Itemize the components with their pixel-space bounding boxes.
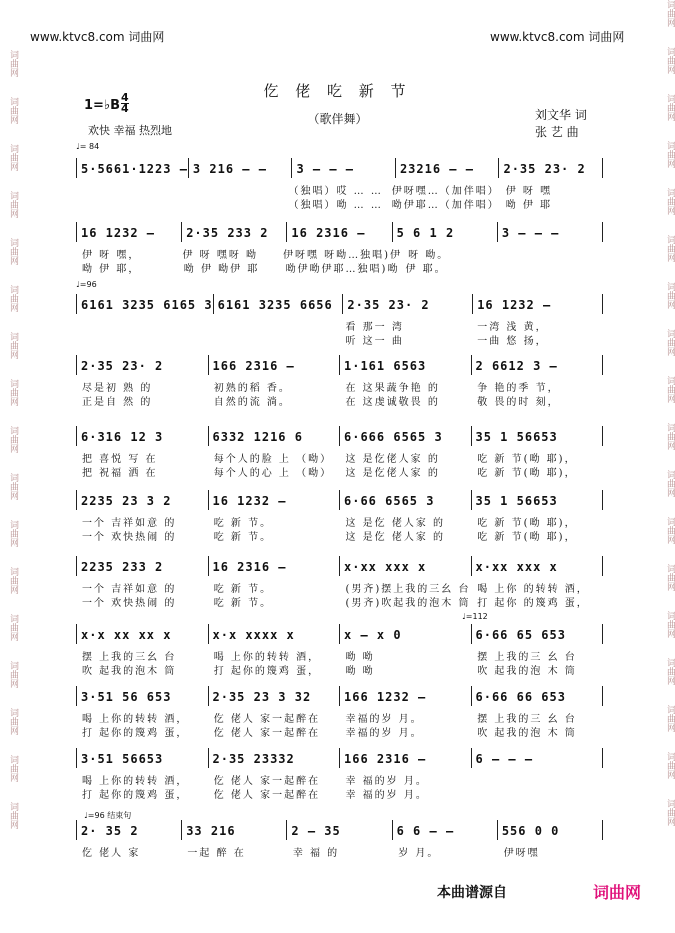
- lyric-segment: [179, 196, 282, 211]
- watermark-text: 词曲网: [8, 802, 18, 829]
- lyric-segment: 一个 欢快热闹 的: [82, 598, 177, 609]
- measure: x·x xx xx x: [76, 624, 209, 644]
- lyric-segment: 喝 上你的转转 酒，: [213, 652, 321, 663]
- notation-row: [76, 490, 603, 510]
- lyric-segment: 吃 新 节(呦 耶)，: [477, 532, 577, 543]
- lyric-segment: 伊 呀 嘿，: [82, 250, 141, 261]
- measure: 5 6 1 2: [393, 222, 498, 242]
- lyric-segment: 吹 起我的泡 木 筒: [477, 666, 577, 677]
- watermark-text: 词曲网: [8, 191, 18, 218]
- lyric-line: [76, 182, 603, 197]
- watermark-text: 词曲网: [665, 282, 675, 309]
- lyric-segment: 呦 呦: [345, 666, 375, 677]
- lyric-segment: 呦 伊 耶: [505, 200, 553, 211]
- lyric-line: [76, 450, 603, 465]
- lyric-segment: 吃 新 节。: [213, 598, 273, 609]
- lyric-segment: 仡 佬人 家一起醉在: [213, 714, 321, 725]
- measure: 2·35 23· 2: [343, 294, 473, 314]
- measure: 6161 3235 6656: [214, 294, 344, 314]
- lyric-segment: 吃 新 节。: [213, 532, 273, 543]
- lyric-segment: 仡 佬人 家: [82, 848, 141, 859]
- watermark-text: 词曲网: [665, 705, 675, 732]
- lyric-line: [76, 514, 603, 529]
- lyric-line: [76, 393, 603, 408]
- source-logo[interactable]: 词曲网: [593, 883, 642, 902]
- lyric-segment: 在 这果蔬争艳 的: [345, 383, 440, 394]
- tempo-mark: ♩=112: [462, 612, 488, 621]
- lyric-segment: 自然的流 淌。: [213, 397, 291, 408]
- measure: 3·51 56653: [76, 748, 209, 768]
- meter-bottom: 4: [121, 102, 129, 115]
- lyric-line: [76, 260, 603, 275]
- measure: 23216 – –: [396, 158, 500, 178]
- lyric-segment: （独唱）呦 … …: [288, 200, 383, 211]
- lyric-segment: 一个 吉祥如意 的: [82, 584, 177, 595]
- site-name: 词曲网: [128, 30, 165, 44]
- measure: 3 – – –: [292, 158, 396, 178]
- lyric-segment: (男齐)吹起我的泡木 筒: [345, 598, 471, 609]
- measure: x·xx xxx x: [340, 556, 472, 576]
- measure: 166 1232 –: [340, 686, 472, 706]
- lyric-segment: 仡 佬人 家一起醉在: [213, 776, 321, 787]
- meter-top: 4: [121, 91, 129, 104]
- measure: 6 – – –: [472, 748, 604, 768]
- lyric-segment: 把 祝福 洒 在: [82, 468, 158, 479]
- lyric-segment: 吃 新 节(呦 耶)，: [477, 518, 577, 529]
- watermark-text: 词曲网: [665, 94, 675, 121]
- notation-row: [76, 222, 603, 242]
- lyric-segment: 一湾 浅 黄，: [477, 322, 548, 333]
- lyric-segment: [208, 332, 340, 347]
- notation-row: [76, 158, 603, 178]
- watermark-text: 词曲网: [8, 567, 18, 594]
- measure: 6·66 65 653: [472, 624, 604, 644]
- measure: 5·5661·1223 –: [76, 158, 189, 178]
- watermark-text: 词曲网: [665, 188, 675, 215]
- lyric-segment: 吃 新 节。: [213, 518, 273, 529]
- lyric-segment: [76, 196, 179, 211]
- lyric-segment: 打 起你 的篾鸡 蛋，: [477, 598, 589, 609]
- measure: x·x xxxx x: [209, 624, 341, 644]
- lyric-segment: [503, 246, 603, 261]
- site-name: 词曲网: [588, 30, 625, 44]
- measure: 16 1232 –: [473, 294, 603, 314]
- lyric-segment: 伊呀嘿: [503, 848, 540, 859]
- watermark-text: 词曲网: [8, 473, 18, 500]
- watermark-text: 词曲网: [665, 564, 675, 591]
- lyric-segment: [76, 182, 179, 197]
- lyric-line: [76, 332, 603, 347]
- lyric-segment: 伊 耶。: [405, 264, 447, 275]
- lyric-segment: 呦伊呦伊耶…独唱)呦: [285, 264, 400, 275]
- watermark-text: 词曲网: [8, 144, 18, 171]
- watermark-text: 词曲网: [665, 658, 675, 685]
- notation-row: [76, 294, 603, 314]
- watermark-left: [3, 50, 17, 847]
- lyric-segment: 摆 上我的三幺 台: [82, 652, 177, 663]
- lyric-segment: 吃 新 节。: [213, 584, 273, 595]
- lyric-segment: 幸 福 的: [292, 848, 340, 859]
- measure: 6332 1216 6: [209, 426, 341, 446]
- lyric-segment: [471, 772, 603, 787]
- lyric-line: [76, 318, 603, 333]
- lyric-segment: 伊呀嘿 呀呦…独唱)伊: [282, 250, 403, 261]
- watermark-text: 词曲网: [8, 332, 18, 359]
- measure: 6161 3235 6165 3: [76, 294, 214, 314]
- lyric-segment: 在 这虔诚敬畏 的: [345, 397, 440, 408]
- lyric-segment: 仡 佬人 家一起醉在: [213, 790, 321, 801]
- time-signature: [121, 93, 129, 114]
- measure: 2·35 23· 2: [76, 355, 209, 375]
- lyric-segment: 吹 起我的泡木 筒: [82, 666, 177, 677]
- measure: 2 – 35: [287, 820, 392, 840]
- watermark-text: 词曲网: [8, 50, 18, 77]
- lyric-line: [76, 662, 603, 677]
- tempo-mark: ♩=96 结束句: [84, 811, 132, 820]
- lyric-segment: [208, 318, 340, 333]
- lyric-line: [76, 246, 603, 261]
- measure: 6·66 66 653: [472, 686, 604, 706]
- lyric-segment: 呀 呦。: [408, 250, 450, 261]
- watermark-text: 词曲网: [8, 661, 18, 688]
- song-title: 仡 佬 吃 新 节: [263, 82, 412, 100]
- lyric-line: [76, 786, 603, 801]
- lyric-segment: 初熟的稻 香。: [213, 383, 291, 394]
- lyric-segment: [501, 260, 603, 275]
- lyric-segment: 听 这一 曲: [345, 336, 404, 347]
- lyric-segment: 每个人的脸 上 （呦）: [213, 454, 333, 465]
- lyric-segment: 看 那一 湾: [345, 322, 404, 333]
- measure: 2·35 233 2: [182, 222, 287, 242]
- watermark-text: 词曲网: [8, 708, 18, 735]
- lyric-line: [76, 648, 603, 663]
- tempo-mark: ♩= 84: [76, 142, 100, 151]
- lyric-segment: 喝 上你的转转 酒，: [82, 714, 189, 725]
- lyric-segment: [471, 786, 603, 801]
- measure: 16 2316 –: [209, 556, 341, 576]
- lyric-line: [76, 772, 603, 787]
- lyric-segment: 这 是仡佬人家 的: [345, 468, 440, 479]
- site-url[interactable]: www.ktvc8.com: [490, 30, 585, 44]
- measure: 2· 35 2: [76, 820, 182, 840]
- measure: 2·35 23· 2: [499, 158, 603, 178]
- watermark-text: 词曲网: [665, 235, 675, 262]
- lyric-segment: 呦 伊 呦伊 耶: [183, 264, 260, 275]
- lyric-segment: [76, 332, 208, 347]
- measure: 2·35 23 3 32: [209, 686, 341, 706]
- lyric-segment: 呦 呦: [345, 652, 375, 663]
- lyric-segment: 幸福的岁 月。: [345, 728, 423, 739]
- lyric-segment: 伊 呀 嘿呀 呦: [182, 250, 259, 261]
- lyric-segment: (男齐)摆上我的三幺 台: [345, 584, 471, 595]
- lyric-segment: 幸 福的岁 月。: [345, 776, 428, 787]
- lyric-line: [76, 528, 603, 543]
- watermark-text: 词曲网: [8, 614, 18, 641]
- lyric-segment: 把 喜悦 写 在: [82, 454, 158, 465]
- measure: 35 1 56653: [472, 490, 604, 510]
- lyric-segment: 一曲 悠 扬，: [477, 336, 548, 347]
- lyric-segment: 喝 上你 的转转 酒，: [477, 584, 589, 595]
- watermark-text: 词曲网: [665, 517, 675, 544]
- key-signature: 1=♭B: [84, 98, 120, 113]
- measure: 3 216 – –: [189, 158, 293, 178]
- lyric-segment: 这 是仡 佬人家 的: [345, 532, 446, 543]
- notation-row: [76, 686, 603, 706]
- watermark-text: 词曲网: [8, 238, 18, 265]
- measure: x·xx xxx x: [472, 556, 604, 576]
- measure: 6·316 12 3: [76, 426, 209, 446]
- lyric-segment: 一个 吉祥如意 的: [82, 518, 177, 529]
- lyric-segment: 幸 福的岁 月。: [345, 790, 428, 801]
- notation-row: [76, 748, 603, 768]
- lyric-segment: 仡 佬人 家一起醉在: [213, 728, 321, 739]
- lyric-segment: 一起 醉 在: [187, 848, 246, 859]
- lyric-segment: 一个 欢快热闹 的: [82, 532, 177, 543]
- lyric-segment: 幸福的岁 月。: [345, 714, 423, 725]
- lyricist: 刘文华 词: [535, 108, 587, 122]
- watermark-text: 词曲网: [8, 97, 18, 124]
- measure: 2235 23 3 2: [76, 490, 209, 510]
- site-url[interactable]: www.ktvc8.com: [30, 30, 125, 44]
- lyric-line: [76, 594, 603, 609]
- measure: 2 6612 3 –: [472, 355, 604, 375]
- lyric-segment: 伊 呀 嘿: [505, 186, 553, 197]
- lyric-segment: 尽是初 熟 的: [82, 383, 153, 394]
- site-header-left: [30, 28, 164, 45]
- notation-row: [76, 556, 603, 576]
- lyric-line: [76, 196, 603, 211]
- lyric-segment: 这 是仡 佬人家 的: [345, 518, 446, 529]
- watermark-text: 词曲网: [665, 423, 675, 450]
- watermark-text: 词曲网: [665, 376, 675, 403]
- lyric-segment: 岁 月。: [398, 848, 440, 859]
- lyric-segment: 吃 新 节(呦 耶)，: [477, 454, 577, 465]
- watermark-text: 词曲网: [665, 0, 675, 27]
- lyric-segment: [179, 182, 282, 197]
- lyric-line: [76, 724, 603, 739]
- site-header-right: [490, 28, 624, 45]
- notation-row: [76, 624, 603, 644]
- source-label: 本曲谱源自: [437, 885, 507, 901]
- measure: 16 1232 –: [76, 222, 182, 242]
- tempo-mark: ♩=96: [76, 280, 97, 289]
- lyric-segment: 伊呀嘿…（加伴唱）: [391, 186, 500, 197]
- watermark-text: 词曲网: [8, 520, 18, 547]
- song-subtitle: （歌伴舞）: [307, 112, 368, 126]
- measure: 16 1232 –: [209, 490, 341, 510]
- notation-row: [76, 355, 603, 375]
- measure: 6 6 – –: [393, 820, 498, 840]
- measure: 166 2316 –: [209, 355, 341, 375]
- watermark-text: 词曲网: [8, 285, 18, 312]
- watermark-text: 词曲网: [8, 426, 18, 453]
- lyric-segment: 敬 畏的时 刻，: [477, 397, 560, 408]
- lyric-line: [76, 710, 603, 725]
- lyric-line: [76, 844, 603, 859]
- measure: 6·66 6565 3: [340, 490, 472, 510]
- measure: 35 1 56653: [472, 426, 604, 446]
- mood-marking: 欢快 幸福 热烈地: [88, 124, 172, 137]
- lyric-segment: 这 是仡佬人家 的: [345, 454, 440, 465]
- notation-row: [76, 426, 603, 446]
- lyric-segment: 喝 上你的转转 酒，: [82, 776, 189, 787]
- composer: 张 艺 曲: [535, 125, 579, 139]
- lyric-segment: 吹 起我的泡 木 筒: [477, 728, 577, 739]
- watermark-text: 词曲网: [8, 379, 18, 406]
- measure: 2235 233 2: [76, 556, 209, 576]
- notation-row: [76, 820, 603, 840]
- watermark-text: 词曲网: [665, 47, 675, 74]
- measure: 166 2316 –: [340, 748, 472, 768]
- watermark-text: 词曲网: [665, 470, 675, 497]
- lyric-segment: 摆 上我的三 幺 台: [477, 652, 577, 663]
- lyric-segment: 呦 伊 耶，: [82, 264, 141, 275]
- lyric-segment: 打 起你的篾鸡 蛋，: [82, 728, 189, 739]
- watermark-text: 词曲网: [665, 141, 675, 168]
- lyric-line: [76, 379, 603, 394]
- watermark-text: 词曲网: [665, 611, 675, 638]
- measure: 1·161 6563: [340, 355, 472, 375]
- lyric-line: [76, 464, 603, 479]
- lyric-segment: 打 起你的篾鸡 蛋，: [82, 790, 189, 801]
- lyric-segment: 摆 上我的三 幺 台: [477, 714, 577, 725]
- measure: 16 2316 –: [287, 222, 392, 242]
- watermark-text: 词曲网: [665, 799, 675, 826]
- measure: 2·35 23332: [209, 748, 341, 768]
- watermark-text: 词曲网: [8, 755, 18, 782]
- measure: 6·666 6565 3: [340, 426, 472, 446]
- lyric-segment: 打 起你的篾鸡 蛋，: [213, 666, 321, 677]
- lyric-segment: （独唱）哎 … …: [288, 186, 383, 197]
- measure: 3 – – –: [498, 222, 603, 242]
- lyric-line: [76, 580, 603, 595]
- lyric-segment: 争 艳的季 节，: [477, 383, 560, 394]
- watermark-text: 词曲网: [665, 329, 675, 356]
- lyric-segment: 吃 新 节(呦 耶)，: [477, 468, 577, 479]
- lyric-segment: 每个人的心 上 （呦）: [213, 468, 333, 479]
- lyric-segment: 正是自 然 的: [82, 397, 153, 408]
- watermark-text: 词曲网: [665, 752, 675, 779]
- measure: 3·51 56 653: [76, 686, 209, 706]
- measure: x – x 0: [340, 624, 472, 644]
- lyric-segment: [76, 318, 208, 333]
- measure: 33 216: [182, 820, 287, 840]
- lyric-segment: 呦伊耶…（加伴唱）: [391, 200, 500, 211]
- measure: 556 0 0: [498, 820, 603, 840]
